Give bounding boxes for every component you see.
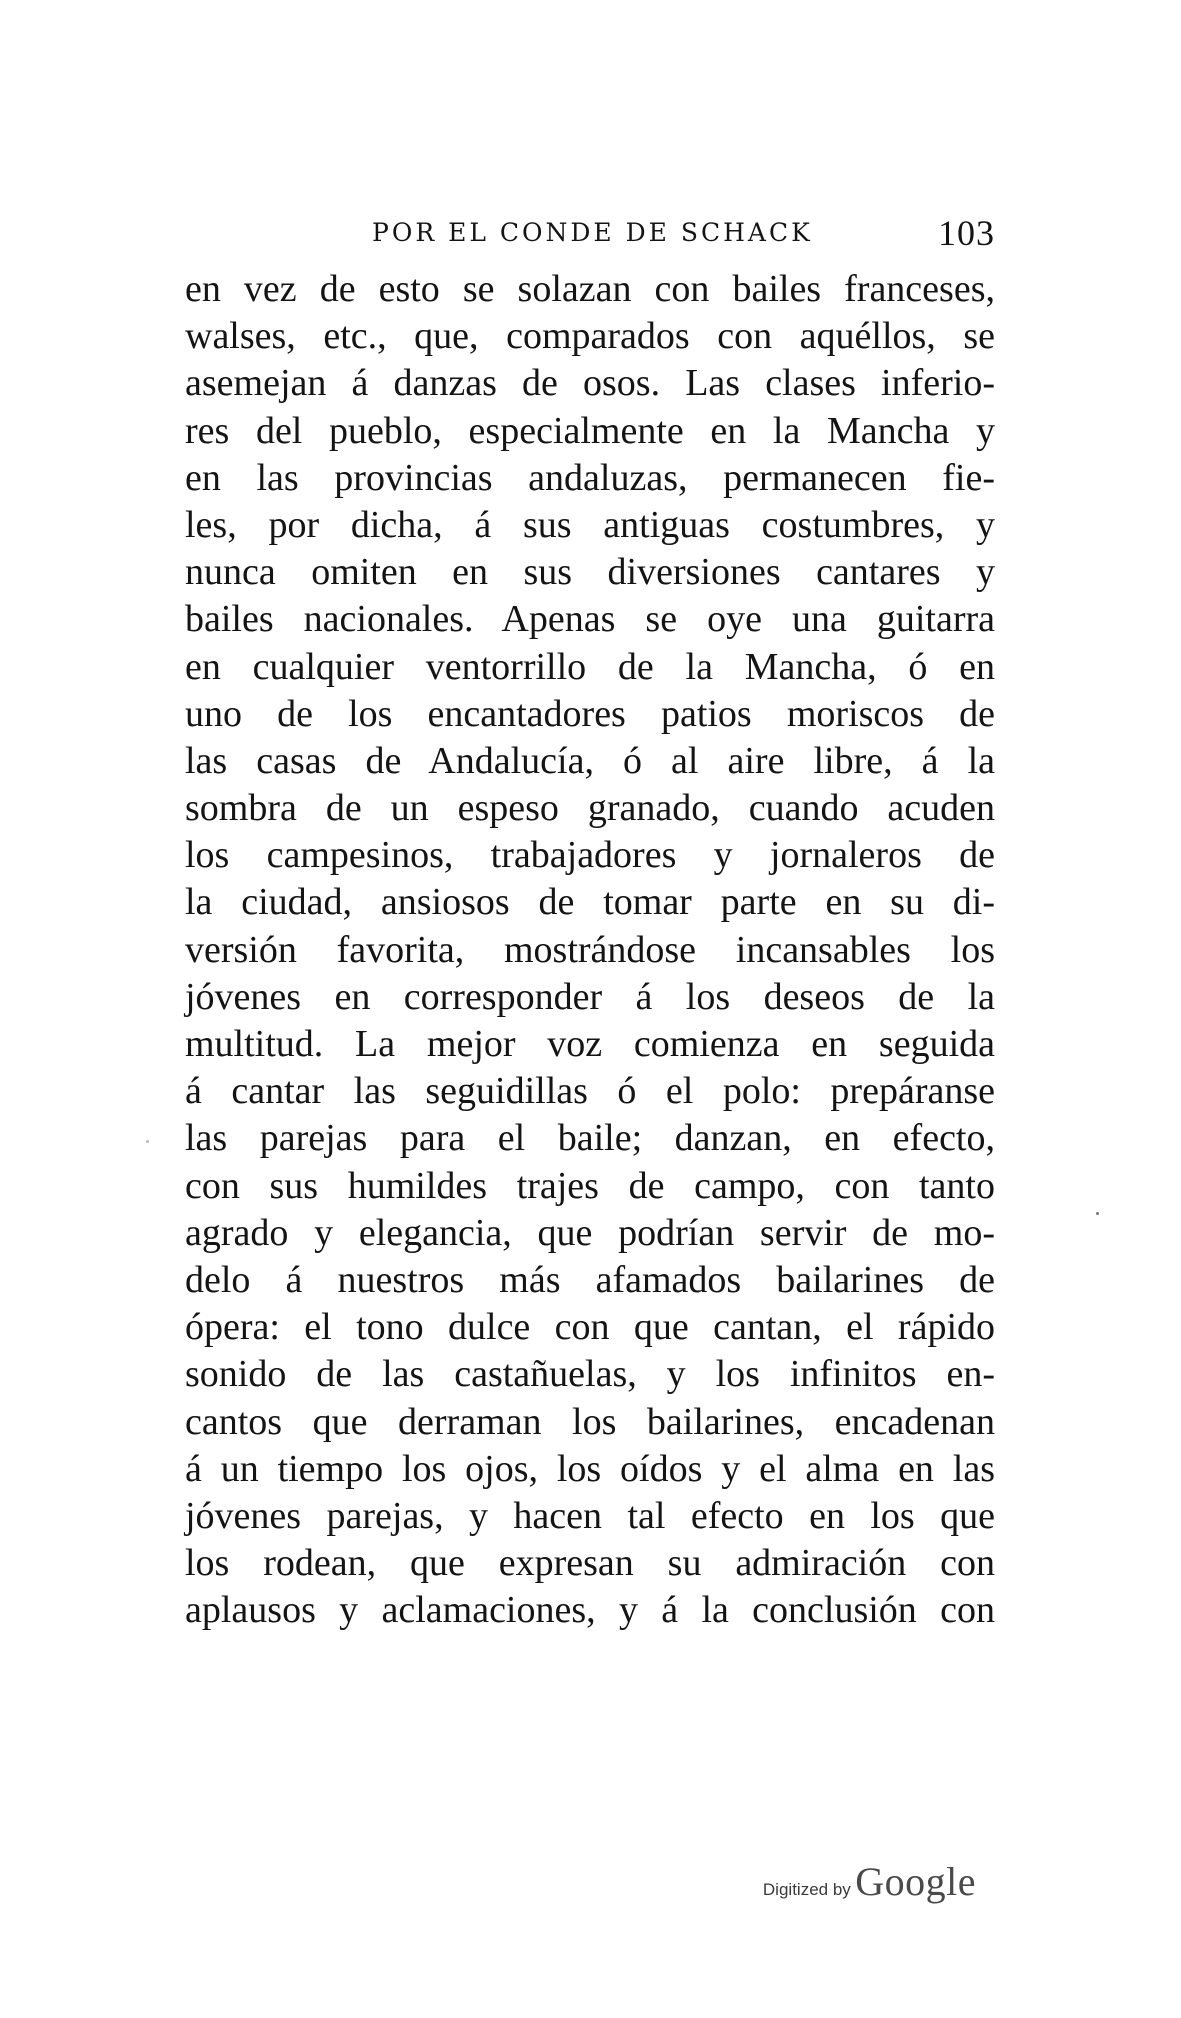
text-line: delo á nuestros más afamados bailarines de [185, 1258, 995, 1301]
text-line: sonido de las castañuelas, y los infinitos en- [185, 1353, 995, 1396]
text-line: los rodean, que expresan su admiración con [185, 1542, 995, 1585]
text-line: bailes nacionales. Apenas se oye una guitarra [185, 598, 995, 641]
text-line: asemejan á danzas de osos. Las clases inferio- [185, 362, 995, 405]
text-line: las parejas para el baile; danzan, en efecto, [185, 1117, 995, 1160]
text-line: aplausos y aclamaciones, y á la conclusión con [185, 1589, 995, 1632]
text-line: multitud. La mejor voz comienza en seguida [185, 1023, 995, 1065]
scan-speck [1096, 1212, 1099, 1215]
text-line: la ciudad, ansiosos de tomar parte en su di- [185, 881, 995, 924]
running-head: POR EL CONDE DE SCHACK [372, 218, 813, 247]
text-line: versión favorita, mostrándose incansables los [185, 928, 995, 971]
page-number: 103 [938, 213, 995, 253]
body-text [185, 266, 995, 1634]
text-line: sombra de un espeso granado, cuando acuden [185, 787, 995, 830]
text-line: res del pueblo, especialmente en la Mancha y [185, 409, 995, 452]
text-line: las casas de Andalucía, ó al aire libre, á la [185, 739, 995, 782]
scan-speck [146, 1140, 149, 1143]
text-line: en cualquier ventorrillo de la Mancha, ó en [185, 645, 995, 688]
text-line: con sus humildes trajes de campo, con tanto [185, 1164, 995, 1207]
text-line: les, por dicha, á sus antiguas costumbres, y [185, 503, 995, 546]
text-line: jóvenes parejas, y hacen tal efecto en los que [185, 1494, 995, 1537]
text-line: en las provincias andaluzas, permanecen fie- [185, 456, 995, 499]
page-header [185, 213, 995, 253]
watermark-prefix: Digitized by [762, 1880, 851, 1899]
text-line: jóvenes en corresponder á los deseos de la [185, 975, 995, 1018]
digitization-watermark [763, 1858, 976, 1914]
watermark-brand: Google [855, 1859, 976, 1904]
text-line: cantos que derraman los bailarines, encadenan [185, 1400, 995, 1443]
text-line: walses, etc., que, comparados con aquéllos, se [185, 315, 995, 358]
text-line: á un tiempo los ojos, los oídos y el alma en las [185, 1447, 995, 1490]
text-line: agrado y elegancia, que podrían servir de mo- [185, 1211, 995, 1254]
text-line: uno de los encantadores patios moriscos de [185, 692, 995, 735]
text-line: en vez de esto se solazan con bailes franceses, [185, 268, 995, 310]
text-line: los campesinos, trabajadores y jornaleros de [185, 834, 995, 877]
text-line: nunca omiten en sus diversiones cantares y [185, 551, 995, 594]
text-line: ópera: el tono dulce con que cantan, el rápido [185, 1306, 995, 1349]
text-line: á cantar las seguidillas ó el polo: prepáranse [185, 1070, 995, 1113]
